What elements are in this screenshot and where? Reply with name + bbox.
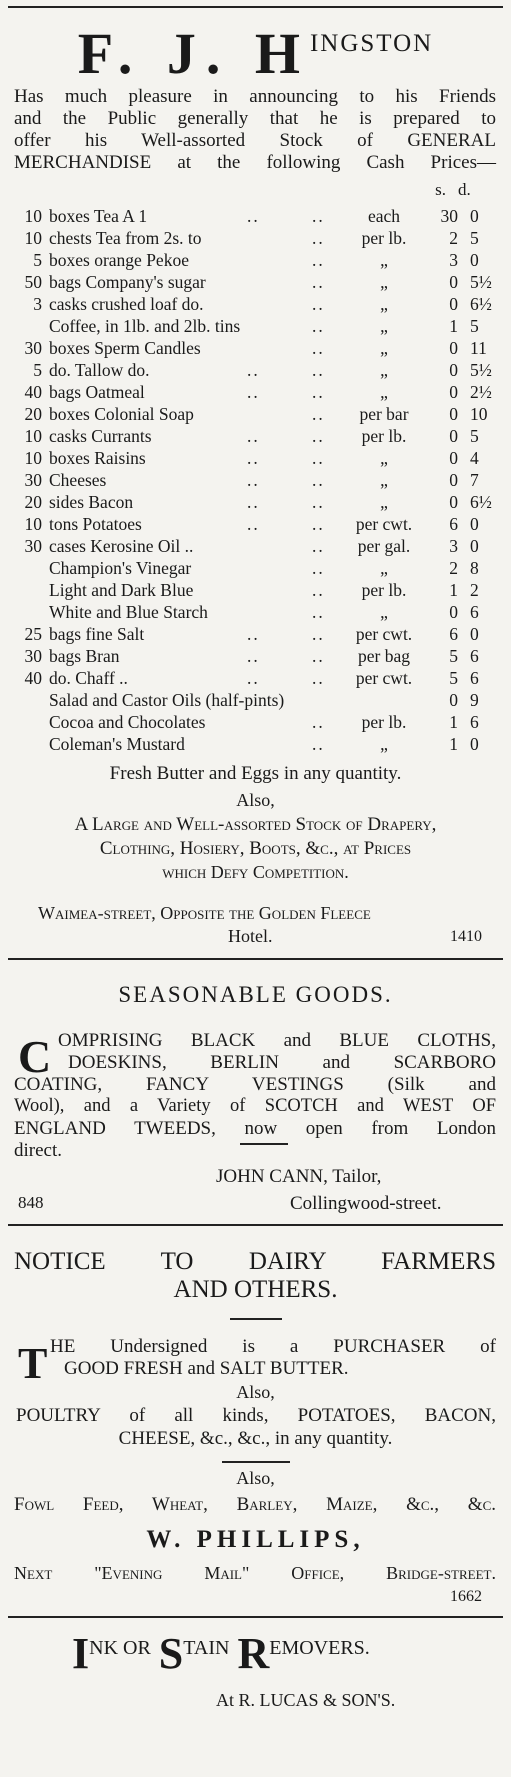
leader-dots: .. xyxy=(312,514,325,534)
price-pence: 6 xyxy=(470,646,479,666)
leader-dots: .. xyxy=(247,470,260,490)
hotel-line: Hotel. xyxy=(228,926,273,946)
item-unit: each xyxy=(367,206,401,226)
leader-dots: .. xyxy=(312,668,325,688)
price-list-row xyxy=(12,293,498,315)
column-header-pence: d. xyxy=(458,180,471,199)
price-shillings: 0 xyxy=(449,338,458,358)
also-label: Also, xyxy=(236,1468,275,1488)
item-unit: „ xyxy=(380,272,388,292)
item-unit: „ xyxy=(380,382,388,402)
price-list-row xyxy=(12,711,498,733)
leader-dots: .. xyxy=(312,448,325,468)
leader-dots: .. xyxy=(312,646,325,666)
item-unit: per lb. xyxy=(361,228,407,248)
section-rule-1 xyxy=(8,958,503,960)
price-shillings: 0 xyxy=(449,602,458,622)
title-rest: INGSTON xyxy=(309,30,434,57)
item-quantity: 10 xyxy=(24,228,42,248)
intro-line-1: Has much pleasure in announcing to his Friends xyxy=(14,86,496,107)
also-label: Also, xyxy=(236,1382,275,1402)
item-unit: per cwt. xyxy=(355,514,413,534)
price-list-row xyxy=(12,271,498,293)
seasonable-heading: SEASONABLE GOODS. xyxy=(118,982,393,1007)
item-quantity: 25 xyxy=(24,624,42,644)
dropcap-t: T xyxy=(18,1339,48,1388)
leader-dots: .. xyxy=(312,250,325,270)
item-quantity: 30 xyxy=(24,470,42,490)
leader-dots: .. xyxy=(312,382,325,402)
price-pence: 6½ xyxy=(470,492,492,512)
leader-dots: .. xyxy=(247,514,260,534)
item-unit: „ xyxy=(380,470,388,490)
item-unit: „ xyxy=(380,558,388,578)
price-list-row xyxy=(12,733,498,755)
leader-dots: .. xyxy=(312,426,325,446)
item-unit: „ xyxy=(380,316,388,336)
item-quantity: 30 xyxy=(24,536,42,556)
price-shillings: 0 xyxy=(449,382,458,402)
leader-dots: .. xyxy=(247,426,260,446)
price-pence: 0 xyxy=(470,734,479,754)
cloth-line-4: Wool), and a Variety of SCOTCH and WEST OF xyxy=(14,1096,496,1116)
price-pence: 0 xyxy=(470,624,479,644)
leader-dots: .. xyxy=(312,272,325,292)
price-list-row xyxy=(12,315,498,337)
leader-dots: .. xyxy=(312,580,325,600)
item-description: casks crushed loaf do. xyxy=(49,294,204,314)
item-quantity: 50 xyxy=(24,272,42,292)
item-description: chests Tea from 2s. to xyxy=(49,228,202,248)
item-description: tons Potatoes xyxy=(49,514,142,534)
price-pence: 2½ xyxy=(470,382,492,402)
price-shillings: 3 xyxy=(449,536,458,556)
price-list-row xyxy=(12,205,498,227)
cap-r: R xyxy=(237,1629,270,1678)
item-quantity: 20 xyxy=(24,492,42,512)
leader-dots: .. xyxy=(312,404,325,424)
ad-reference-number: 1410 xyxy=(450,928,482,945)
item-description: bags Company's sugar xyxy=(49,272,206,292)
price-list-row xyxy=(12,601,498,623)
item-description: bags Oatmeal xyxy=(49,382,145,402)
price-shillings: 2 xyxy=(449,558,458,578)
item-quantity: 40 xyxy=(24,668,42,688)
price-pence: 6 xyxy=(470,712,479,732)
small-rule xyxy=(222,1461,290,1463)
leader-dots: .. xyxy=(312,734,325,754)
price-shillings: 1 xyxy=(449,580,458,600)
leader-dots: .. xyxy=(247,492,260,512)
item-quantity: 5 xyxy=(33,360,42,380)
item-unit: per bar xyxy=(359,404,409,424)
price-pence: 5½ xyxy=(470,272,492,292)
item-quantity: 30 xyxy=(24,338,42,358)
item-unit: per cwt. xyxy=(355,668,413,688)
item-unit: per lb. xyxy=(361,580,407,600)
price-pence: 6½ xyxy=(470,294,492,314)
item-description: Coffee, in 1lb. and 2lb. tins xyxy=(49,316,241,336)
item-description: Champion's Vinegar xyxy=(49,558,192,578)
signer-name: JOHN CANN, Tailor, xyxy=(216,1166,382,1187)
price-list-row xyxy=(12,249,498,271)
cap-s: S xyxy=(158,1629,184,1678)
leader-dots: .. xyxy=(312,558,325,578)
poultry-line-1: POULTRY of all kinds, POTATOES, BACON, xyxy=(16,1405,496,1426)
price-shillings: 5 xyxy=(449,668,458,688)
purchaser-line-1: HE Undersigned is a PURCHASER of xyxy=(50,1336,496,1357)
price-list-row xyxy=(12,403,498,425)
item-description: Coleman's Mustard xyxy=(49,734,185,754)
leader-dots: .. xyxy=(247,382,260,402)
item-quantity: 10 xyxy=(24,448,42,468)
price-pence: 4 xyxy=(470,448,479,468)
heading-word-3: EMOVERS. xyxy=(269,1637,370,1659)
price-pence: 6 xyxy=(470,668,479,688)
price-shillings: 0 xyxy=(449,492,458,512)
item-unit: per lb. xyxy=(361,426,407,446)
price-shillings: 30 xyxy=(440,206,458,226)
leader-dots: .. xyxy=(247,668,260,688)
leader-dots: .. xyxy=(312,206,325,226)
also-label: Also, xyxy=(236,790,275,810)
ink-stain-heading xyxy=(72,1628,370,1680)
price-list-row xyxy=(12,359,498,381)
price-shillings: 0 xyxy=(449,272,458,292)
item-unit: „ xyxy=(380,602,388,622)
item-quantity: 40 xyxy=(24,382,42,402)
item-description: do. Chaff .. xyxy=(49,668,128,688)
price-list-row xyxy=(12,579,498,601)
leader-dots: .. xyxy=(312,316,325,336)
price-pence: 0 xyxy=(470,536,479,556)
price-shillings: 5 xyxy=(449,646,458,666)
price-pence: 11 xyxy=(470,338,487,358)
price-list-row xyxy=(12,513,498,535)
signer-street: Collingwood-street. xyxy=(290,1193,442,1214)
item-description: casks Currants xyxy=(49,426,152,446)
hingston-title xyxy=(0,14,511,86)
price-shillings: 3 xyxy=(449,250,458,270)
item-quantity: 20 xyxy=(24,404,42,424)
cloth-line-6: direct. xyxy=(14,1140,63,1161)
purchaser-line-2: GOOD FRESH and SALT BUTTER. xyxy=(64,1358,349,1379)
price-list-row xyxy=(12,469,498,491)
price-list-row xyxy=(12,447,498,469)
ad-reference-number: 1662 xyxy=(450,1588,482,1605)
leader-dots: .. xyxy=(247,646,260,666)
item-description: boxes Colonial Soap xyxy=(49,404,194,424)
price-pence: 0 xyxy=(470,206,479,226)
price-list-row xyxy=(12,623,498,645)
leader-dots: .. xyxy=(312,712,325,732)
price-pence: 9 xyxy=(470,690,479,710)
item-description: White and Blue Starch xyxy=(49,602,208,622)
price-pence: 2 xyxy=(470,580,479,600)
price-list-row xyxy=(12,645,498,667)
item-quantity: 3 xyxy=(33,294,42,314)
price-list-row xyxy=(12,227,498,249)
item-unit: „ xyxy=(380,492,388,512)
intro-line-2: and the Public generally that he is prepared to xyxy=(14,108,496,129)
notice-heading-line-1: NOTICE TO DAIRY FARMERS xyxy=(14,1248,496,1275)
item-description: cases Kerosine Oil .. xyxy=(49,536,194,556)
heading-word-2: TAIN xyxy=(183,1637,230,1659)
item-quantity: 10 xyxy=(24,206,42,226)
small-rule xyxy=(230,1318,282,1320)
price-shillings: 0 xyxy=(449,360,458,380)
item-description: Cocoa and Chocolates xyxy=(49,712,206,732)
price-shillings: 1 xyxy=(449,712,458,732)
butter-eggs-line: Fresh Butter and Eggs in any quantity. xyxy=(109,763,402,784)
price-pence: 0 xyxy=(470,250,479,270)
price-list-row xyxy=(12,337,498,359)
leader-dots: .. xyxy=(312,470,325,490)
price-pence: 6 xyxy=(470,602,479,622)
item-quantity: 30 xyxy=(24,646,42,666)
leader-dots: .. xyxy=(247,360,260,380)
notice-heading-line-2: AND OTHERS. xyxy=(173,1276,338,1303)
item-description: bags fine Salt xyxy=(49,624,145,644)
address-line: Waimea-street, Opposite the Golden Fleece xyxy=(38,903,371,923)
leader-dots: .. xyxy=(312,294,325,314)
leader-dots: .. xyxy=(312,228,325,248)
price-pence: 5½ xyxy=(470,360,492,380)
item-description: Light and Dark Blue xyxy=(49,580,194,600)
ad-reference-number: 848 xyxy=(18,1193,44,1212)
price-pence: 5 xyxy=(470,426,479,446)
lucas-line: At R. LUCAS & SON'S. xyxy=(216,1690,396,1710)
top-rule xyxy=(8,6,503,8)
section-rule-2 xyxy=(8,1224,503,1226)
price-pence: 8 xyxy=(470,558,479,578)
leader-dots: .. xyxy=(247,448,260,468)
item-unit: „ xyxy=(380,338,388,358)
price-shillings: 0 xyxy=(449,404,458,424)
item-description: bags Bran xyxy=(49,646,120,666)
price-shillings: 0 xyxy=(449,690,458,710)
leader-dots: .. xyxy=(312,624,325,644)
section-rule-3 xyxy=(8,1616,503,1618)
price-shillings: 6 xyxy=(449,514,458,534)
price-shillings: 6 xyxy=(449,624,458,644)
price-shillings: 1 xyxy=(449,316,458,336)
heading-word-1: NK OR xyxy=(89,1637,151,1659)
leader-dots: .. xyxy=(312,602,325,622)
phillips-name: W. PHILLIPS, xyxy=(146,1526,365,1553)
price-shillings: 1 xyxy=(449,734,458,754)
stock-line-2: Clothing, Hosiery, Boots, &c., at Prices xyxy=(99,838,412,859)
title-initials: F. J. H xyxy=(77,21,310,86)
feed-line: Fowl Feed, Wheat, Barley, Maize, &c., &c. xyxy=(14,1494,496,1515)
price-pence: 0 xyxy=(470,514,479,534)
phillips-address: Next "Evening Mail" Office, Bridge-street. xyxy=(14,1563,496,1583)
stock-line-1: A Large and Well-assorted Stock of Drapery, xyxy=(74,814,437,835)
stock-line-3: which Defy Competition. xyxy=(162,862,349,882)
price-list-row xyxy=(12,689,498,711)
item-unit: per cwt. xyxy=(355,624,413,644)
item-quantity: 10 xyxy=(24,426,42,446)
item-description: boxes Raisins xyxy=(49,448,146,468)
item-unit: per gal. xyxy=(357,536,411,556)
item-unit: per bag xyxy=(358,646,410,666)
intro-line-4: MERCHANDISE at the following Cash Prices— xyxy=(14,152,496,173)
price-list-row xyxy=(12,491,498,513)
item-description: Cheeses xyxy=(49,470,107,490)
price-shillings: 0 xyxy=(449,448,458,468)
item-unit: „ xyxy=(380,250,388,270)
item-quantity: 10 xyxy=(24,514,42,534)
item-description: boxes orange Pekoe xyxy=(49,250,189,270)
price-shillings: 2 xyxy=(449,228,458,248)
price-list-row xyxy=(12,381,498,403)
item-unit: „ xyxy=(380,734,388,754)
price-list-row xyxy=(12,535,498,557)
item-description: boxes Sperm Candles xyxy=(49,338,201,358)
price-pence: 10 xyxy=(470,404,488,424)
column-header-shillings: s. xyxy=(435,180,446,199)
price-pence: 7 xyxy=(470,470,479,490)
item-description: do. Tallow do. xyxy=(49,360,150,380)
item-unit: „ xyxy=(380,448,388,468)
item-quantity: 5 xyxy=(33,250,42,270)
leader-dots: .. xyxy=(312,338,325,358)
item-description: boxes Tea A 1 xyxy=(49,206,148,226)
leader-dots: .. xyxy=(247,206,260,226)
cloth-line-2: DOESKINS, BERLIN and SCARBORO xyxy=(68,1052,496,1073)
item-description: sides Bacon xyxy=(49,492,134,512)
price-list-row xyxy=(12,557,498,579)
poultry-line-2: CHEESE, &c., &c., in any quantity. xyxy=(118,1428,393,1449)
dropcap-c: C xyxy=(18,1031,52,1082)
item-unit: per lb. xyxy=(361,712,407,732)
leader-dots: .. xyxy=(312,492,325,512)
leader-dots: .. xyxy=(312,536,325,556)
cloth-line-5: ENGLAND TWEEDS, now open from London xyxy=(14,1118,496,1139)
price-pence: 5 xyxy=(470,228,479,248)
cloth-line-1: OMPRISING BLACK and BLUE CLOTHS, xyxy=(58,1030,496,1051)
leader-dots: .. xyxy=(247,624,260,644)
price-list-row xyxy=(12,425,498,447)
item-description: Salad and Castor Oils (half-pints) xyxy=(49,690,285,710)
price-shillings: 0 xyxy=(449,470,458,490)
price-pence: 5 xyxy=(470,316,479,336)
small-rule xyxy=(240,1143,288,1145)
item-unit: „ xyxy=(380,360,388,380)
leader-dots: .. xyxy=(312,360,325,380)
item-unit: „ xyxy=(380,294,388,314)
cap-i: I xyxy=(72,1629,90,1678)
price-list-row xyxy=(12,667,498,689)
price-shillings: 0 xyxy=(449,426,458,446)
intro-line-3: offer his Well-assorted Stock of GENERAL xyxy=(14,130,496,151)
price-shillings: 0 xyxy=(449,294,458,314)
cloth-line-3: COATING, FANCY VESTINGS (Silk and xyxy=(14,1074,496,1095)
